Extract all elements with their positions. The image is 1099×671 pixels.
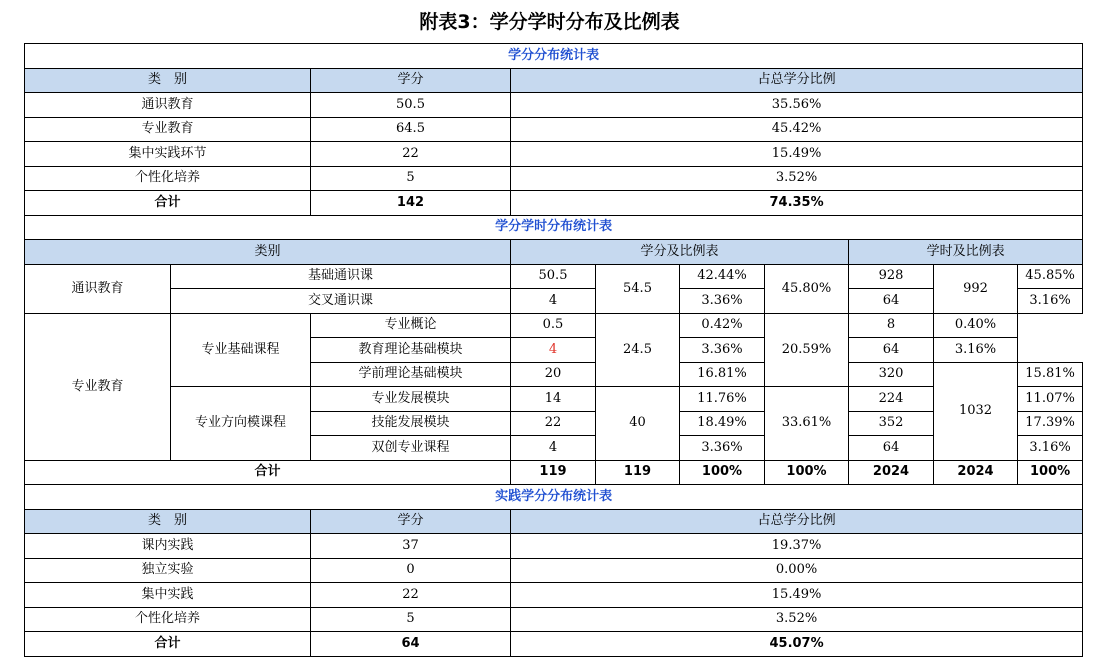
course-credit: 4	[511, 436, 596, 461]
course-credit: 4	[511, 338, 596, 363]
course-hours: 8	[849, 313, 934, 338]
row-credit: 5	[311, 166, 511, 191]
subtotal-ratio: 45.80%	[765, 264, 849, 313]
course-hours: 224	[849, 387, 934, 412]
row-ratio: 45.42%	[511, 117, 1083, 142]
total-hour-ratio: 100%	[1018, 460, 1083, 485]
table-row	[25, 166, 1083, 191]
course-hours: 64	[849, 436, 934, 461]
course-hours: 64	[849, 338, 934, 363]
course-ratio: 11.76%	[680, 387, 765, 412]
course-ratio: 16.81%	[680, 362, 765, 387]
course-hour-ratio: 15.81%	[1018, 362, 1083, 387]
course-ratio: 42.44%	[680, 264, 765, 289]
group-label: 专业基础课程	[171, 313, 311, 387]
total-row	[25, 191, 1083, 216]
course-hour-ratio: 45.85%	[1018, 264, 1083, 289]
course-name: 双创专业课程	[311, 436, 511, 461]
hours-section-title: 学分学时分布统计表	[25, 215, 1083, 240]
course-credit: 14	[511, 387, 596, 412]
total-label: 合计	[25, 460, 511, 485]
category-major: 专业教育	[25, 313, 171, 460]
row-credit: 22	[311, 142, 511, 167]
course-credit: 20	[511, 362, 596, 387]
row-credit: 0	[311, 558, 511, 583]
course-name: 交叉通识课	[171, 289, 511, 314]
practice-section-title: 实践学分分布统计表	[25, 485, 1083, 510]
course-hour-ratio: 11.07%	[1018, 387, 1083, 412]
table-row	[25, 142, 1083, 167]
header-credit: 学分	[311, 68, 511, 93]
row-label: 独立实验	[25, 558, 311, 583]
course-name: 学前理论基础模块	[311, 362, 511, 387]
table-row	[25, 607, 1083, 632]
credit-hours-table	[24, 43, 1083, 657]
table-row	[25, 583, 1083, 608]
course-credit: 0.5	[511, 313, 596, 338]
category-general: 通识教育	[25, 264, 171, 313]
row-credit: 37	[311, 534, 511, 559]
subtotal-hours: 1032	[934, 362, 1018, 460]
row-label: 专业教育	[25, 117, 311, 142]
table-header-row	[25, 240, 1083, 265]
total-credit: 64	[311, 632, 511, 657]
course-ratio: 3.36%	[680, 338, 765, 363]
total-label: 合计	[25, 191, 311, 216]
row-label: 集中实践环节	[25, 142, 311, 167]
course-ratio: 3.36%	[680, 289, 765, 314]
row-credit: 50.5	[311, 93, 511, 118]
subtotal-credit: 54.5	[596, 264, 680, 313]
header-ratio: 占总学分比例	[511, 68, 1083, 93]
table-row	[25, 558, 1083, 583]
total-row	[25, 460, 1083, 485]
total-subtotal-hours: 2024	[934, 460, 1018, 485]
table-row	[25, 387, 1083, 412]
course-hours: 928	[849, 264, 934, 289]
header-credit-group: 学分及比例表	[511, 240, 849, 265]
total-row	[25, 632, 1083, 657]
course-hour-ratio: 3.16%	[1018, 289, 1083, 314]
table-row	[25, 313, 1083, 338]
total-hours: 2024	[849, 460, 934, 485]
row-ratio: 0.00%	[511, 558, 1083, 583]
course-name: 技能发展模块	[311, 411, 511, 436]
table-header-row	[25, 509, 1083, 534]
course-hour-ratio: 0.40%	[934, 313, 1018, 338]
table-row	[25, 117, 1083, 142]
course-hour-ratio: 3.16%	[1018, 436, 1083, 461]
row-credit: 64.5	[311, 117, 511, 142]
table-row	[25, 264, 1083, 289]
subtotal-ratio: 33.61%	[765, 387, 849, 461]
course-ratio: 3.36%	[680, 436, 765, 461]
course-hours: 320	[849, 362, 934, 387]
course-hours: 352	[849, 411, 934, 436]
row-credit: 5	[311, 607, 511, 632]
total-subtotal-credit: 119	[596, 460, 680, 485]
row-ratio: 15.49%	[511, 142, 1083, 167]
group-label: 专业方向模课程	[171, 387, 311, 461]
course-name: 专业发展模块	[311, 387, 511, 412]
row-label: 集中实践	[25, 583, 311, 608]
header-category: 类别	[25, 240, 511, 265]
row-label: 个性化培养	[25, 607, 311, 632]
total-ratio: 74.35%	[511, 191, 1083, 216]
course-credit: 4	[511, 289, 596, 314]
table-header-row	[25, 68, 1083, 93]
subtotal-credit: 24.5	[596, 313, 680, 387]
total-ratio: 100%	[680, 460, 765, 485]
table-row	[25, 534, 1083, 559]
course-hours: 64	[849, 289, 934, 314]
row-label: 通识教育	[25, 93, 311, 118]
course-name: 专业概论	[311, 313, 511, 338]
total-ratio: 45.07%	[511, 632, 1083, 657]
course-hour-ratio: 17.39%	[1018, 411, 1083, 436]
course-ratio: 0.42%	[680, 313, 765, 338]
row-ratio: 19.37%	[511, 534, 1083, 559]
header-category: 类 别	[25, 509, 311, 534]
row-label: 个性化培养	[25, 166, 311, 191]
row-credit: 22	[311, 583, 511, 608]
subtotal-ratio: 20.59%	[765, 313, 849, 387]
page-title: 附表3：学分学时分布及比例表	[419, 11, 680, 33]
course-ratio: 18.49%	[680, 411, 765, 436]
table-row	[25, 93, 1083, 118]
header-ratio: 占总学分比例	[511, 509, 1083, 534]
credit-section-title: 学分分布统计表	[25, 44, 1083, 69]
row-ratio: 3.52%	[511, 166, 1083, 191]
course-credit: 22	[511, 411, 596, 436]
course-name: 教育理论基础模块	[311, 338, 511, 363]
header-hour-group: 学时及比例表	[849, 240, 1083, 265]
header-credit: 学分	[311, 509, 511, 534]
total-credit: 119	[511, 460, 596, 485]
total-label: 合计	[25, 632, 311, 657]
row-label: 课内实践	[25, 534, 311, 559]
table-row	[25, 289, 1083, 314]
row-ratio: 35.56%	[511, 93, 1083, 118]
total-subtotal-ratio: 100%	[765, 460, 849, 485]
course-name: 基础通识课	[171, 264, 511, 289]
course-hour-ratio: 3.16%	[934, 338, 1018, 363]
subtotal-hours: 992	[934, 264, 1018, 313]
row-ratio: 15.49%	[511, 583, 1083, 608]
total-credit: 142	[311, 191, 511, 216]
row-ratio: 3.52%	[511, 607, 1083, 632]
course-credit: 50.5	[511, 264, 596, 289]
subtotal-credit: 40	[596, 387, 680, 461]
header-category: 类 别	[25, 68, 311, 93]
